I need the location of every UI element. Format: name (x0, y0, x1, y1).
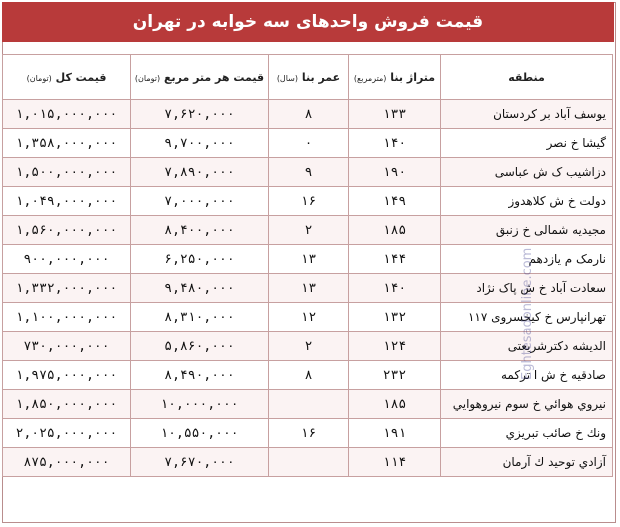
cell-area: ۱۸۵ (349, 390, 441, 419)
cell-region: تهرانپارس خ کیخسروی ۱۱۷ (441, 303, 613, 332)
cell-price-per-meter: ۵,۸۶۰,۰۰۰ (131, 332, 269, 361)
cell-area: ۱۱۴ (349, 448, 441, 477)
cell-region: آزادي توحید ك آرمان (441, 448, 613, 477)
table-row (3, 245, 613, 274)
cell-price-per-meter: ۸,۴۹۰,۰۰۰ (131, 361, 269, 390)
cell-region: گیشا خ نصر (441, 129, 613, 158)
cell-area: ۱۲۴ (349, 332, 441, 361)
cell-age: ۸ (269, 361, 349, 390)
cell-region: ونك خ صائب تبریزي (441, 419, 613, 448)
cell-price-per-meter: ۷,۶۲۰,۰۰۰ (131, 100, 269, 129)
cell-price-per-meter: ۷,۸۹۰,۰۰۰ (131, 158, 269, 187)
cell-total-price: ۱,۰۱۵,۰۰۰,۰۰۰ (3, 100, 131, 129)
cell-total-price: ۲,۰۲۵,۰۰۰,۰۰۰ (3, 419, 131, 448)
cell-area: ۱۹۰ (349, 158, 441, 187)
table-row (3, 158, 613, 187)
cell-region: صادقیه خ ش ا ترکمه (441, 361, 613, 390)
cell-region: سعادت آباد خ ش پاک نژاد (441, 274, 613, 303)
cell-age: ۱۶ (269, 187, 349, 216)
cell-total-price: ۱,۳۵۸,۰۰۰,۰۰۰ (3, 129, 131, 158)
cell-region: الدیشه دکترشریعتی (441, 332, 613, 361)
cell-area: ۱۴۰ (349, 129, 441, 158)
table-row (3, 390, 613, 419)
cell-age (269, 448, 349, 477)
cell-total-price: ۸۷۵,۰۰۰,۰۰۰ (3, 448, 131, 477)
cell-price-per-meter: ۹,۴۸۰,۰۰۰ (131, 274, 269, 303)
table-row (3, 448, 613, 477)
cell-total-price: ۱,۸۵۰,۰۰۰,۰۰۰ (3, 390, 131, 419)
cell-age: ۲ (269, 216, 349, 245)
table-row (3, 129, 613, 158)
table-row (3, 361, 613, 390)
cell-price-per-meter: ۷,۰۰۰,۰۰۰ (131, 187, 269, 216)
table-row (3, 216, 613, 245)
cell-area: ۱۴۰ (349, 274, 441, 303)
cell-region: دزاشیب ک ش عباسی (441, 158, 613, 187)
cell-price-per-meter: ۷,۶۷۰,۰۰۰ (131, 448, 269, 477)
cell-age: ۸ (269, 100, 349, 129)
cell-price-per-meter: ۸,۳۱۰,۰۰۰ (131, 303, 269, 332)
cell-total-price: ۱,۵۶۰,۰۰۰,۰۰۰ (3, 216, 131, 245)
cell-price-per-meter: ۶,۲۵۰,۰۰۰ (131, 245, 269, 274)
header-price-per-meter: قیمت هر متر مربع (تومان) (131, 55, 269, 100)
table-row (3, 419, 613, 448)
cell-age: ۱۶ (269, 419, 349, 448)
cell-region: نارمک م یازدهم (441, 245, 613, 274)
table-row (3, 332, 613, 361)
header-area: متراژ بنا (مترمربع) (349, 55, 441, 100)
header-total-price: قیمت کل (تومان) (3, 55, 131, 100)
table-row (3, 187, 613, 216)
cell-area: ۱۴۹ (349, 187, 441, 216)
page-title: قیمت فروش واحدهای سه خوابه در تهران (2, 2, 614, 42)
cell-area: ۱۳۳ (349, 100, 441, 129)
watermark-text: Eghtesadonline.com (520, 247, 535, 380)
header-age: عمر بنا (سال) (269, 55, 349, 100)
cell-age: ۹ (269, 158, 349, 187)
cell-age: ۱۳ (269, 274, 349, 303)
cell-region: نیروي هوائي خ سوم نیروهوایي (441, 390, 613, 419)
cell-price-per-meter: ۱۰,۰۰۰,۰۰۰ (131, 390, 269, 419)
cell-total-price: ۱,۹۷۵,۰۰۰,۰۰۰ (3, 361, 131, 390)
cell-age (269, 390, 349, 419)
cell-region: یوسف آباد بر کردستان (441, 100, 613, 129)
cell-area: ۱۴۴ (349, 245, 441, 274)
cell-area: ۲۳۲ (349, 361, 441, 390)
cell-total-price: ۱,۳۳۲,۰۰۰,۰۰۰ (3, 274, 131, 303)
cell-region: مجیدیه شمالی خ زنبق (441, 216, 613, 245)
cell-age: ۲ (269, 332, 349, 361)
cell-area: ۱۸۵ (349, 216, 441, 245)
cell-total-price: ۱,۵۰۰,۰۰۰,۰۰۰ (3, 158, 131, 187)
header-row (3, 55, 613, 100)
cell-age: ۰ (269, 129, 349, 158)
cell-total-price: ۷۳۰,۰۰۰,۰۰۰ (3, 332, 131, 361)
cell-price-per-meter: ۸,۴۰۰,۰۰۰ (131, 216, 269, 245)
cell-total-price: ۱,۰۴۹,۰۰۰,۰۰۰ (3, 187, 131, 216)
header-region: منطقه (441, 55, 613, 100)
cell-total-price: ۱,۱۰۰,۰۰۰,۰۰۰ (3, 303, 131, 332)
cell-region: دولت خ ش کلاهدوز (441, 187, 613, 216)
cell-age: ۱۲ (269, 303, 349, 332)
cell-age: ۱۳ (269, 245, 349, 274)
cell-area: ۱۳۲ (349, 303, 441, 332)
table-row (3, 274, 613, 303)
cell-price-per-meter: ۱۰,۵۵۰,۰۰۰ (131, 419, 269, 448)
cell-total-price: ۹۰۰,۰۰۰,۰۰۰ (3, 245, 131, 274)
cell-area: ۱۹۱ (349, 419, 441, 448)
table-row (3, 100, 613, 129)
cell-price-per-meter: ۹,۷۰۰,۰۰۰ (131, 129, 269, 158)
price-table (2, 54, 613, 477)
table-row (3, 303, 613, 332)
